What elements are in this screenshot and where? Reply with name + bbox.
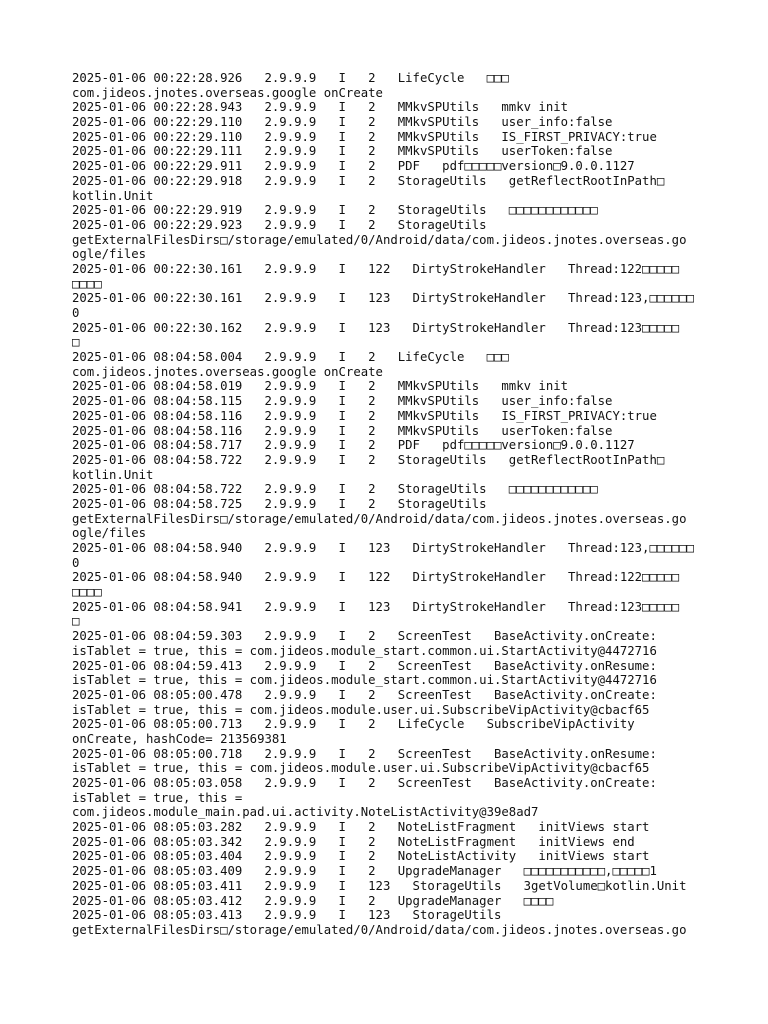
log-line: 2025-01-06 08:04:58.116 2.9.9.9 I 2 MMkvSPUtils userToken:false	[72, 423, 613, 438]
log-line: 2025-01-06 00:22:30.161 2.9.9.9 I 123 DirtyStrokeHandler Thread:123,□□□□□□	[72, 291, 694, 306]
log-line: 2025-01-06 08:05:03.282 2.9.9.9 I 2 NoteListFragment initViews start	[72, 820, 650, 835]
log-line: isTablet = true, this = com.jideos.module_start.common.ui.StartActivity@4472716	[72, 673, 657, 688]
log-line: 2025-01-06 08:04:58.722 2.9.9.9 I 2 StorageUtils getReflectRootInPath□	[72, 452, 665, 467]
log-line: 2025-01-06 08:04:58.115 2.9.9.9 I 2 MMkvSPUtils user_info:false	[72, 394, 613, 409]
log-line: isTablet = true, this = com.jideos.module_start.common.ui.StartActivity@4472716	[72, 643, 657, 658]
log-line: 2025-01-06 08:05:03.413 2.9.9.9 I 123 StorageUtils	[72, 908, 502, 923]
log-line: 2025-01-06 08:04:59.303 2.9.9.9 I 2 ScreenTest BaseActivity.onCreate:	[72, 629, 657, 644]
log-line: isTablet = true, this = com.jideos.module.user.ui.SubscribeVipActivity@cbacf65	[72, 761, 650, 776]
log-line: 2025-01-06 00:22:28.943 2.9.9.9 I 2 MMkvSPUtils mmkv init	[72, 100, 569, 115]
log-line: kotlin.Unit	[72, 188, 154, 203]
log-line: 0	[72, 555, 80, 570]
log-line: 2025-01-06 00:22:29.110 2.9.9.9 I 2 MMkvSPUtils user_info:false	[72, 115, 613, 130]
log-line: 2025-01-06 08:05:03.409 2.9.9.9 I 2 UpgradeManager □□□□□□□□□□□,□□□□□1	[72, 864, 657, 879]
log-line: 2025-01-06 00:22:28.926 2.9.9.9 I 2 LifeCycle □□□	[72, 71, 509, 85]
log-line: 2025-01-06 08:04:58.940 2.9.9.9 I 122 DirtyStrokeHandler Thread:122□□□□□	[72, 570, 680, 585]
log-line: 2025-01-06 08:04:58.722 2.9.9.9 I 2 StorageUtils □□□□□□□□□□□□	[72, 482, 598, 497]
log-line: 2025-01-06 00:22:30.162 2.9.9.9 I 123 DirtyStrokeHandler Thread:123□□□□□	[72, 320, 680, 335]
log-line: 2025-01-06 08:05:03.412 2.9.9.9 I 2 UpgradeManager □□□□	[72, 893, 554, 908]
log-line: 2025-01-06 08:04:58.717 2.9.9.9 I 2 PDF pdf□□□□□version□9.0.0.1127	[72, 438, 635, 453]
log-line: 2025-01-06 08:04:58.019 2.9.9.9 I 2 MMkvSPUtils mmkv init	[72, 379, 569, 394]
log-line: 2025-01-06 08:05:03.404 2.9.9.9 I 2 NoteListActivity initViews start	[72, 849, 650, 864]
log-line: getExternalFilesDirs□/storage/emulated/0/Android/data/com.jideos.jnotes.overseas.go	[72, 232, 687, 247]
log-line: 0	[72, 306, 80, 320]
log-line: ogle/files	[72, 247, 147, 262]
log-line: 2025-01-06 08:05:00.713 2.9.9.9 I 2 LifeCycle SubscribeVipActivity	[72, 717, 635, 732]
log-line: 2025-01-06 00:22:30.161 2.9.9.9 I 122 DirtyStrokeHandler Thread:122□□□□□	[72, 261, 680, 276]
log-line: com.jideos.module_main.pad.ui.activity.NoteListActivity@39e8ad7	[72, 805, 539, 820]
log-line: 2025-01-06 08:05:00.718 2.9.9.9 I 2 ScreenTest BaseActivity.onResume:	[72, 746, 657, 761]
log-line: kotlin.Unit	[72, 467, 154, 482]
log-line: onCreate, hashCode= 213569381	[72, 731, 287, 746]
log-line: 2025-01-06 00:22:29.923 2.9.9.9 I 2 StorageUtils	[72, 217, 487, 232]
log-line: 2025-01-06 08:05:03.411 2.9.9.9 I 123 StorageUtils 3getVolume□kotlin.Unit	[72, 878, 687, 893]
log-line: □	[72, 335, 80, 350]
log-line: 2025-01-06 08:05:03.342 2.9.9.9 I 2 NoteListFragment initViews end	[72, 834, 635, 849]
log-line: ogle/files	[72, 526, 147, 541]
log-line: 2025-01-06 00:22:29.911 2.9.9.9 I 2 PDF pdf□□□□□version□9.0.0.1127	[72, 159, 635, 174]
log-line: 2025-01-06 00:22:29.111 2.9.9.9 I 2 MMkvSPUtils userToken:false	[72, 144, 613, 159]
log-line: 2025-01-06 00:22:29.110 2.9.9.9 I 2 MMkvSPUtils IS_FIRST_PRIVACY:true	[72, 129, 657, 144]
log-line: 2025-01-06 08:04:58.116 2.9.9.9 I 2 MMkvSPUtils IS_FIRST_PRIVACY:true	[72, 408, 657, 423]
log-line: com.jideos.jnotes.overseas.google onCreate	[72, 364, 383, 379]
log-line: isTablet = true, this =	[72, 790, 243, 805]
log-line: 2025-01-06 08:04:58.940 2.9.9.9 I 123 DirtyStrokeHandler Thread:123,□□□□□□	[72, 541, 694, 555]
log-line: 2025-01-06 00:22:29.918 2.9.9.9 I 2 StorageUtils getReflectRootInPath□	[72, 173, 665, 188]
log-line: 2025-01-06 00:22:29.919 2.9.9.9 I 2 StorageUtils □□□□□□□□□□□□	[72, 203, 598, 218]
log-line: 2025-01-06 08:04:58.004 2.9.9.9 I 2 LifeCycle □□□	[72, 350, 509, 365]
log-line: isTablet = true, this = com.jideos.module.user.ui.SubscribeVipActivity@cbacf65	[72, 702, 650, 717]
log-line: 2025-01-06 08:04:58.725 2.9.9.9 I 2 StorageUtils	[72, 496, 487, 511]
log-line: □□□□	[72, 276, 102, 291]
log-line: 2025-01-06 08:04:59.413 2.9.9.9 I 2 ScreenTest BaseActivity.onResume:	[72, 658, 657, 673]
log-line: 2025-01-06 08:04:58.941 2.9.9.9 I 123 DirtyStrokeHandler Thread:123□□□□□	[72, 599, 680, 614]
log-line: 2025-01-06 08:05:00.478 2.9.9.9 I 2 ScreenTest BaseActivity.onCreate:	[72, 687, 657, 702]
log-line: □□□□	[72, 585, 102, 600]
log-line: □	[72, 614, 80, 629]
log-line: getExternalFilesDirs□/storage/emulated/0/Android/data/com.jideos.jnotes.overseas.go	[72, 922, 687, 937]
log-line: 2025-01-06 08:05:03.058 2.9.9.9 I 2 ScreenTest BaseActivity.onCreate:	[72, 776, 657, 790]
log-text	[72, 71, 712, 938]
log-line: getExternalFilesDirs□/storage/emulated/0/Android/data/com.jideos.jnotes.overseas.go	[72, 511, 687, 526]
log-line: com.jideos.jnotes.overseas.google onCreate	[72, 85, 383, 100]
